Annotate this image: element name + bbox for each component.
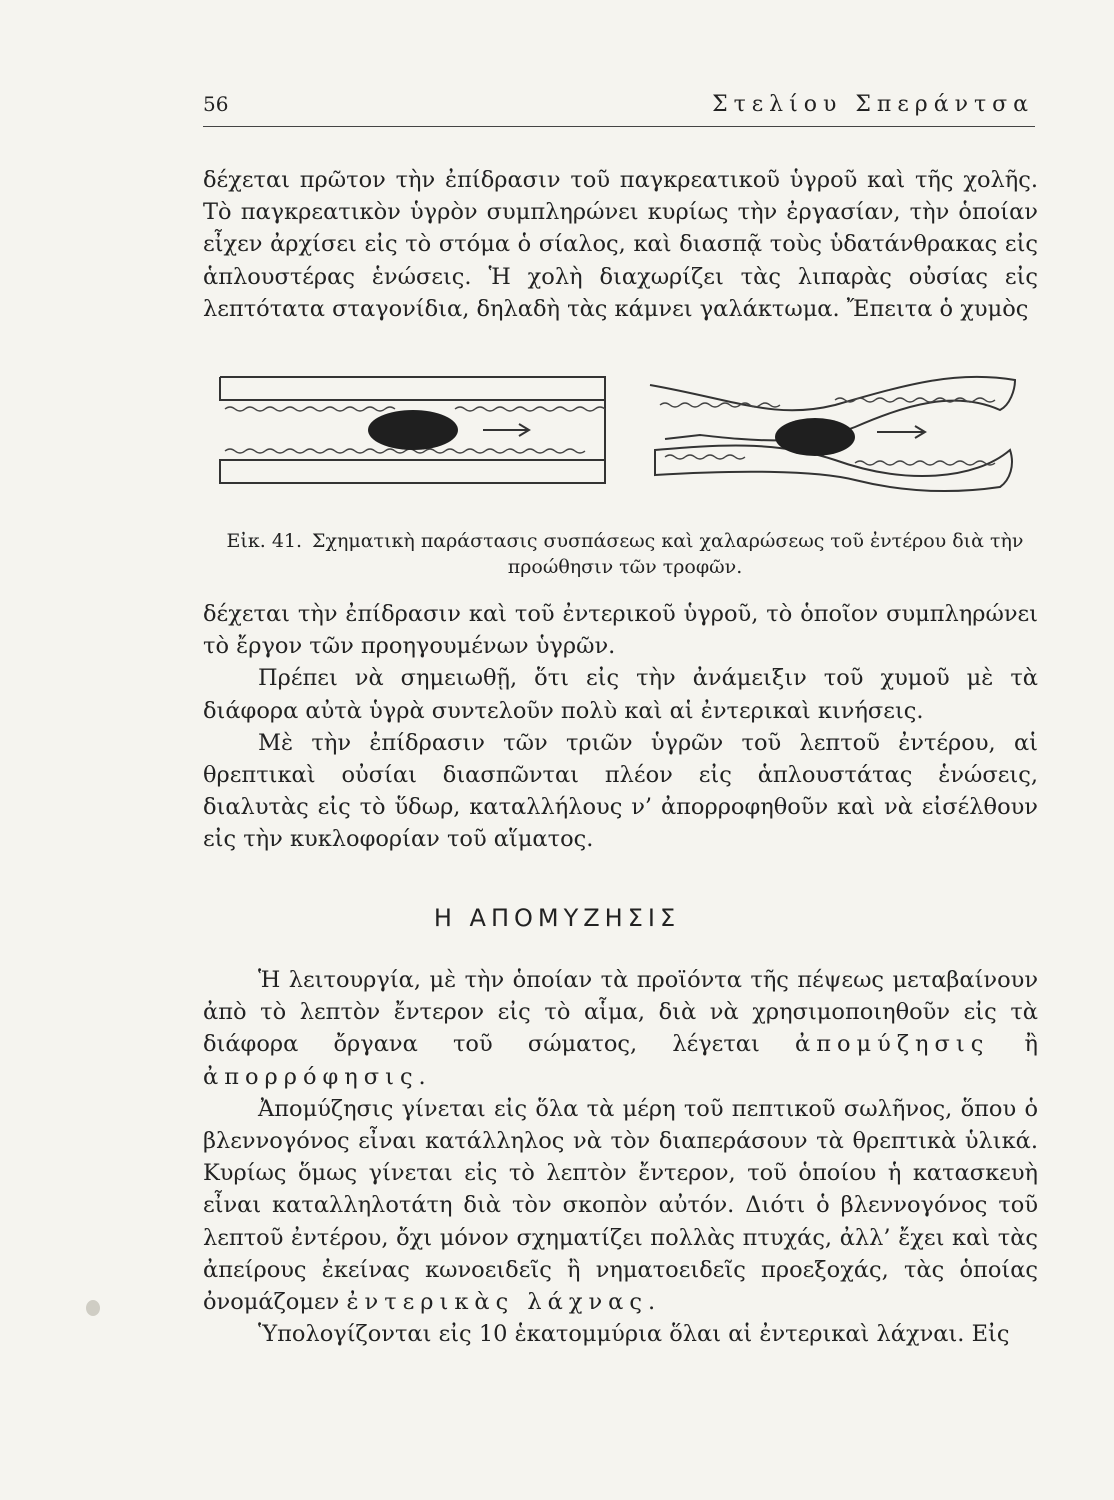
paragraph: δέχεται πρῶτον τὴν ἐπίδρασιν τοῦ παγκρεατικοῦ ὑγροῦ καὶ τῆς χολῆς. Τὸ παγκρεατικὸν ὑγρὸν συμπληρώνει κυρίως τὴν ἐργασίαν, τὴν ὁποίαν εἶχεν ἀρχίσει εἰς τὸ στόμα ὁ σίαλος, καὶ διασπᾷ τοὺς ὑδατάνθρακας εἰς ἁπλουστέρας ἑνώσεις. Ἡ χολὴ διαχωρίζει τὰς λιπαρὰς οὐσίας εἰς λεπτότατα σταγονίδια, δηλαδὴ τὰς κάμνει γαλάκτωμα. Ἔπειτα ὁ χυμὸς: [203, 167, 1038, 322]
paragraph-text: Ἀπομύζησις γίνεται εἰς ὅλα τὰ μέρη τοῦ πεπτικοῦ σωλῆνος, ὅπου ὁ βλεννογόνος εἶναι κατάλληλος νὰ τὸν διαπεράσουν τὰ θρεπτικὰ ὑλικά. Κυρίως ὅμως γίνεται εἰς τὸ λεπτὸν ἔντερον, τοῦ ὁποίου ἡ κατασκευὴ εἶναι καταλληλοτάτη διὰ τὸν σκοπὸν αὐτόν. Διότι ὁ βλεννογόνος τοῦ λεπτοῦ ἐντέρου, ὄχι μόνον σχηματίζει πολλὰς πτυχάς, ἀλλ’ ἔχει καὶ τὰς ἀπείρους ἐκείνας κωνοειδεῖς ἢ νηματοειδεῖς προεξοχάς, τὰς ὁποίας ὀνομάζομεν: [203, 1095, 1038, 1316]
relaxed-tube-diagram: [650, 377, 1015, 491]
paragraph: [203, 1093, 1038, 1318]
paragraph: Ὑπολογίζονται εἰς 10 ἑκατομμύρια ὅλαι αἱ ἐντερικαὶ λάχναι. Εἰς: [258, 1321, 1010, 1348]
paragraphs-after-figure: [203, 598, 1038, 856]
intestine-figure: [215, 365, 1025, 495]
figure-caption-text: Σχηματικὴ παράστασις συσπάσεως καὶ χαλαρώσεως τοῦ ἐντέρου διὰ τὴν προώθησιν τῶν τροφῶν.: [312, 530, 1024, 578]
food-bolus-icon: [368, 410, 458, 450]
section-body: [203, 964, 1038, 1350]
term-apomyzesis: ἀπομύζησις: [795, 1031, 990, 1058]
paragraph: Μὲ τὴν ἐπίδρασιν τῶν τριῶν ὑγρῶν τοῦ λεπτοῦ ἐντέρου, αἱ θρεπτικαὶ οὐσίαι διασπῶνται πλέον εἰς ἁπλουστάτας ἑνώσεις, διαλυτὰς εἰς τὸ ὕδωρ, καταλλήλους ν’ ἀπορροφηθοῦν καὶ νὰ εἰσέλθουν εἰς τὴν κυκλοφορίαν τοῦ αἵματος.: [203, 729, 1038, 853]
paragraph: δέχεται τὴν ἐπίδρασιν καὶ τοῦ ἐντερικοῦ ὑγροῦ, τὸ ὁποῖον συμπληρώνει τὸ ἔργον τῶν προηγουμένων ὑγρῶν.: [203, 601, 1038, 660]
period: .: [647, 1289, 656, 1316]
page-number: 56: [203, 92, 229, 116]
food-bolus-icon: [775, 418, 855, 456]
paragraph: Πρέπει νὰ σημειωθῇ, ὅτι εἰς τὴν ἀνάμειξιν τοῦ χυμοῦ μὲ τὰ διάφορα αὐτὰ ὑγρὰ συντελοῦν πολὺ καὶ αἱ ἐντερικαὶ κινήσεις.: [203, 665, 1038, 724]
figure-label: Εἰκ. 41.: [226, 530, 303, 552]
running-head: Στελίου Σπεράντσα: [712, 92, 1034, 117]
figure-caption: [225, 528, 1025, 580]
paragraph-top-block: [203, 164, 1038, 325]
section-heading: Η ΑΠΟΜΥΖΗΣΙΣ: [433, 904, 681, 932]
paragraph-text: Ἡ λειτουργία, μὲ τὴν ὁποίαν τὰ προϊόντα τῆς πέψεως μεταβαίνουν ἀπὸ τὸ λεπτὸν ἔντερον εἰς τὸ αἷμα, διὰ νὰ χρησιμοποιηθοῦν εἰς τὰ διάφορα ὄργανα τοῦ σώματος, λέγεται: [203, 967, 1038, 1058]
paper-stain: [86, 1300, 100, 1316]
conjunction: ἢ: [1024, 1031, 1038, 1058]
term-enterikes-lachnes: ἐντερικὰς λάχνας: [346, 1289, 648, 1316]
header-rule: [203, 126, 1035, 127]
period: .: [418, 1063, 426, 1090]
contracted-tube-diagram: [220, 377, 605, 483]
term-aporrophesis: ἀπορρόφησις: [203, 1063, 419, 1090]
paragraph: [203, 964, 1038, 1093]
